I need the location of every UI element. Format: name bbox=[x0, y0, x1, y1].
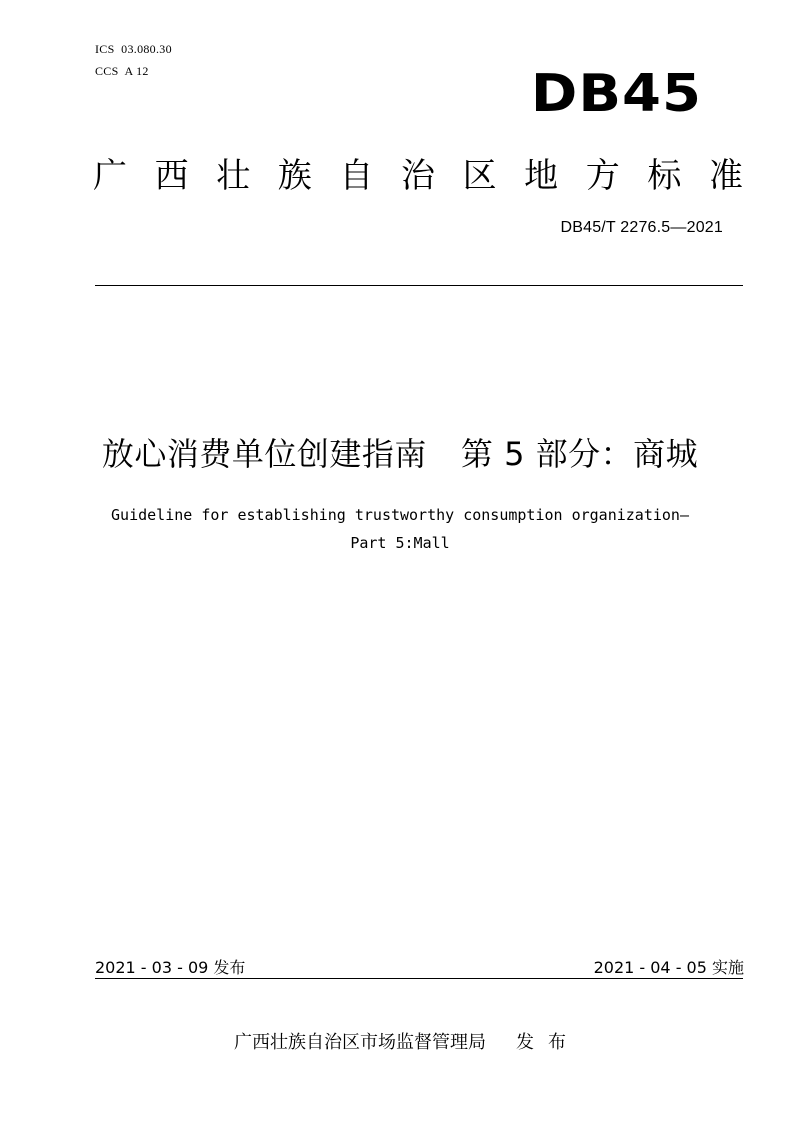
chinese-title bbox=[0, 432, 800, 476]
category-char: 区 bbox=[462, 156, 497, 196]
implementation-date: 2021 - 04 - 05 实施 bbox=[593, 958, 744, 977]
category-char: 壮 bbox=[216, 156, 251, 196]
category-char: 广 bbox=[93, 156, 127, 196]
category-char: 治 bbox=[400, 156, 435, 196]
ics-code: ICS 03.080.30 bbox=[95, 42, 172, 56]
publisher-line bbox=[0, 1031, 800, 1055]
db45-mark: DB45 bbox=[530, 64, 702, 124]
english-title-line-2: Part 5:Mall bbox=[350, 534, 450, 552]
category-char: 地 bbox=[524, 156, 559, 196]
standard-category-title bbox=[93, 154, 743, 198]
category-char: 准 bbox=[708, 156, 743, 196]
issue-date: 2021 - 03 - 09 发布 bbox=[95, 958, 246, 977]
bottom-divider bbox=[95, 978, 743, 979]
chinese-title-part: 第 5 部分：商城 bbox=[460, 435, 699, 473]
publisher-action-char: 布 bbox=[548, 1032, 566, 1053]
english-title-line-1: Guideline for establishing trustworthy consumption organization— bbox=[111, 506, 689, 524]
category-char: 方 bbox=[585, 156, 620, 196]
ccs-code: CCS A 12 bbox=[95, 64, 149, 78]
category-char: 自 bbox=[339, 156, 374, 196]
publisher-action bbox=[516, 1032, 566, 1053]
chinese-title-main: 放心消费单位创建指南 bbox=[101, 435, 427, 473]
top-divider bbox=[95, 285, 743, 286]
category-char: 族 bbox=[277, 156, 312, 196]
publisher-name: 广西壮族自治区市场监督管理局 bbox=[234, 1032, 486, 1053]
category-char: 西 bbox=[154, 156, 189, 196]
standard-number: DB45/T 2276.5—2021 bbox=[560, 219, 723, 236]
category-char: 标 bbox=[647, 156, 682, 196]
publisher-action-char: 发 bbox=[516, 1032, 534, 1053]
